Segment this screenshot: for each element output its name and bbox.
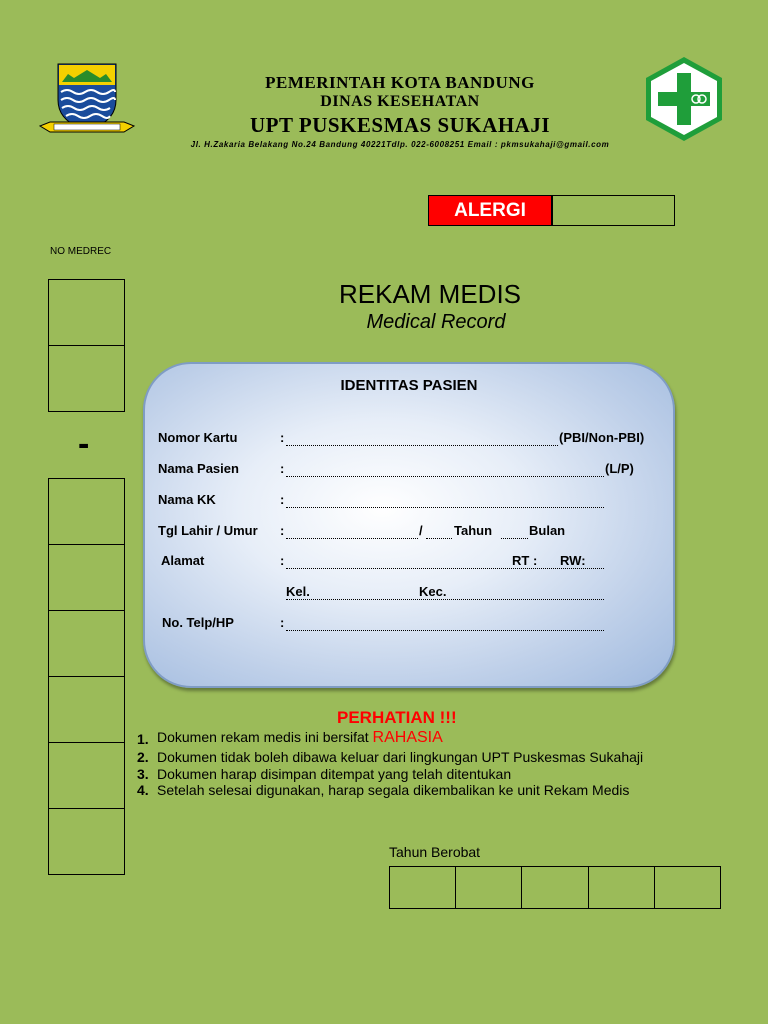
input-umur-tahun[interactable]: [426, 524, 452, 539]
label-alamat: Alamat: [161, 553, 205, 568]
rule-text: Dokumen rekam medis ini bersifat RAHASIA: [157, 729, 443, 746]
header-upt-name: UPT PUSKESMAS SUKAHAJI: [250, 113, 550, 137]
label-nomor-kartu: Nomor Kartu: [158, 430, 238, 445]
input-nama-kk[interactable]: [286, 493, 604, 508]
rule-number: 1.: [137, 731, 149, 747]
label-tgl-lahir: Tgl Lahir / Umur: [158, 523, 258, 538]
page-subtitle: Medical Record: [366, 311, 506, 333]
bandung-city-crest-icon: [38, 60, 136, 140]
tahun-berobat-cell[interactable]: [588, 866, 655, 909]
input-nomor-kartu[interactable]: [286, 431, 558, 446]
patient-identity-card: [143, 362, 675, 688]
label-kec: Kec.: [419, 584, 447, 599]
medrec-label: NO MEDREC: [50, 246, 112, 257]
tahun-berobat-cell[interactable]: [654, 866, 721, 909]
tahun-berobat-label: Tahun Berobat: [389, 844, 481, 860]
medrec-cell[interactable]: [48, 478, 125, 545]
colon: :: [280, 492, 285, 507]
rule-number: 4.: [137, 782, 149, 798]
medrec-cell[interactable]: [48, 742, 125, 809]
colon: :: [280, 461, 285, 476]
rule-number: 3.: [137, 766, 149, 782]
medrec-cell[interactable]: [48, 544, 125, 611]
page-title: REKAM MEDIS: [338, 279, 522, 309]
rule-text: Setelah selesai digunakan, harap segala dikembalikan ke unit Rekam Medis: [157, 782, 630, 798]
label-nama-pasien: Nama Pasien: [158, 461, 239, 476]
rule-text: Dokumen tidak boleh dibawa keluar dari lingkungan UPT Puskesmas Sukahaji: [157, 749, 644, 765]
colon: :: [280, 553, 285, 568]
header-address: Jl. H.Zakaria Belakang No.24 Bandung 40221Tdlp. 022-6008251 Email : pkmsukahaji@gmail.com: [190, 140, 610, 149]
tahun-berobat-cell[interactable]: [521, 866, 589, 909]
medrec-cell[interactable]: [48, 610, 125, 677]
label-rt: RT :: [512, 553, 538, 568]
label-nama-kk: Nama KK: [158, 492, 216, 507]
medrec-cell[interactable]: [48, 345, 125, 412]
header-department: DINAS KESEHATAN: [320, 93, 480, 110]
label-kel: Kel.: [286, 584, 310, 599]
input-alamat[interactable]: [286, 554, 604, 569]
tahun-berobat-cell[interactable]: [389, 866, 456, 909]
alergi-field[interactable]: [552, 195, 675, 226]
colon: :: [280, 523, 285, 538]
tahun-berobat-cell[interactable]: [455, 866, 522, 909]
input-umur-bulan[interactable]: [501, 524, 528, 539]
medrec-separator: -: [78, 425, 90, 463]
input-nama-pasien[interactable]: [286, 462, 604, 477]
slash: /: [419, 523, 423, 538]
rule-text: Dokumen harap disimpan ditempat yang telah ditentukan: [157, 766, 512, 782]
rahasia-highlight: RAHASIA: [372, 729, 443, 746]
label-no-telp: No. Telp/HP: [162, 615, 234, 630]
puskesmas-cross-icon: [643, 55, 725, 143]
perhatian-title: PERHATIAN !!!: [337, 708, 457, 727]
colon: :: [280, 430, 285, 445]
rule-number: 2.: [137, 749, 149, 765]
medrec-cell[interactable]: [48, 676, 125, 743]
label-rw: RW:: [560, 553, 586, 568]
suffix-lp: (L/P): [605, 461, 634, 476]
alergi-label: ALERGI: [428, 195, 552, 226]
suffix-pbi: (PBI/Non-PBI): [559, 430, 645, 445]
header-government: PEMERINTAH KOTA BANDUNG: [265, 73, 535, 92]
input-tgl-lahir[interactable]: [286, 524, 418, 539]
label-tahun: Tahun: [454, 523, 493, 538]
card-title: IDENTITAS PASIEN: [340, 377, 478, 394]
colon: :: [280, 615, 285, 630]
input-no-telp[interactable]: [286, 616, 604, 631]
medrec-cell[interactable]: [48, 808, 125, 875]
label-bulan: Bulan: [529, 523, 566, 538]
